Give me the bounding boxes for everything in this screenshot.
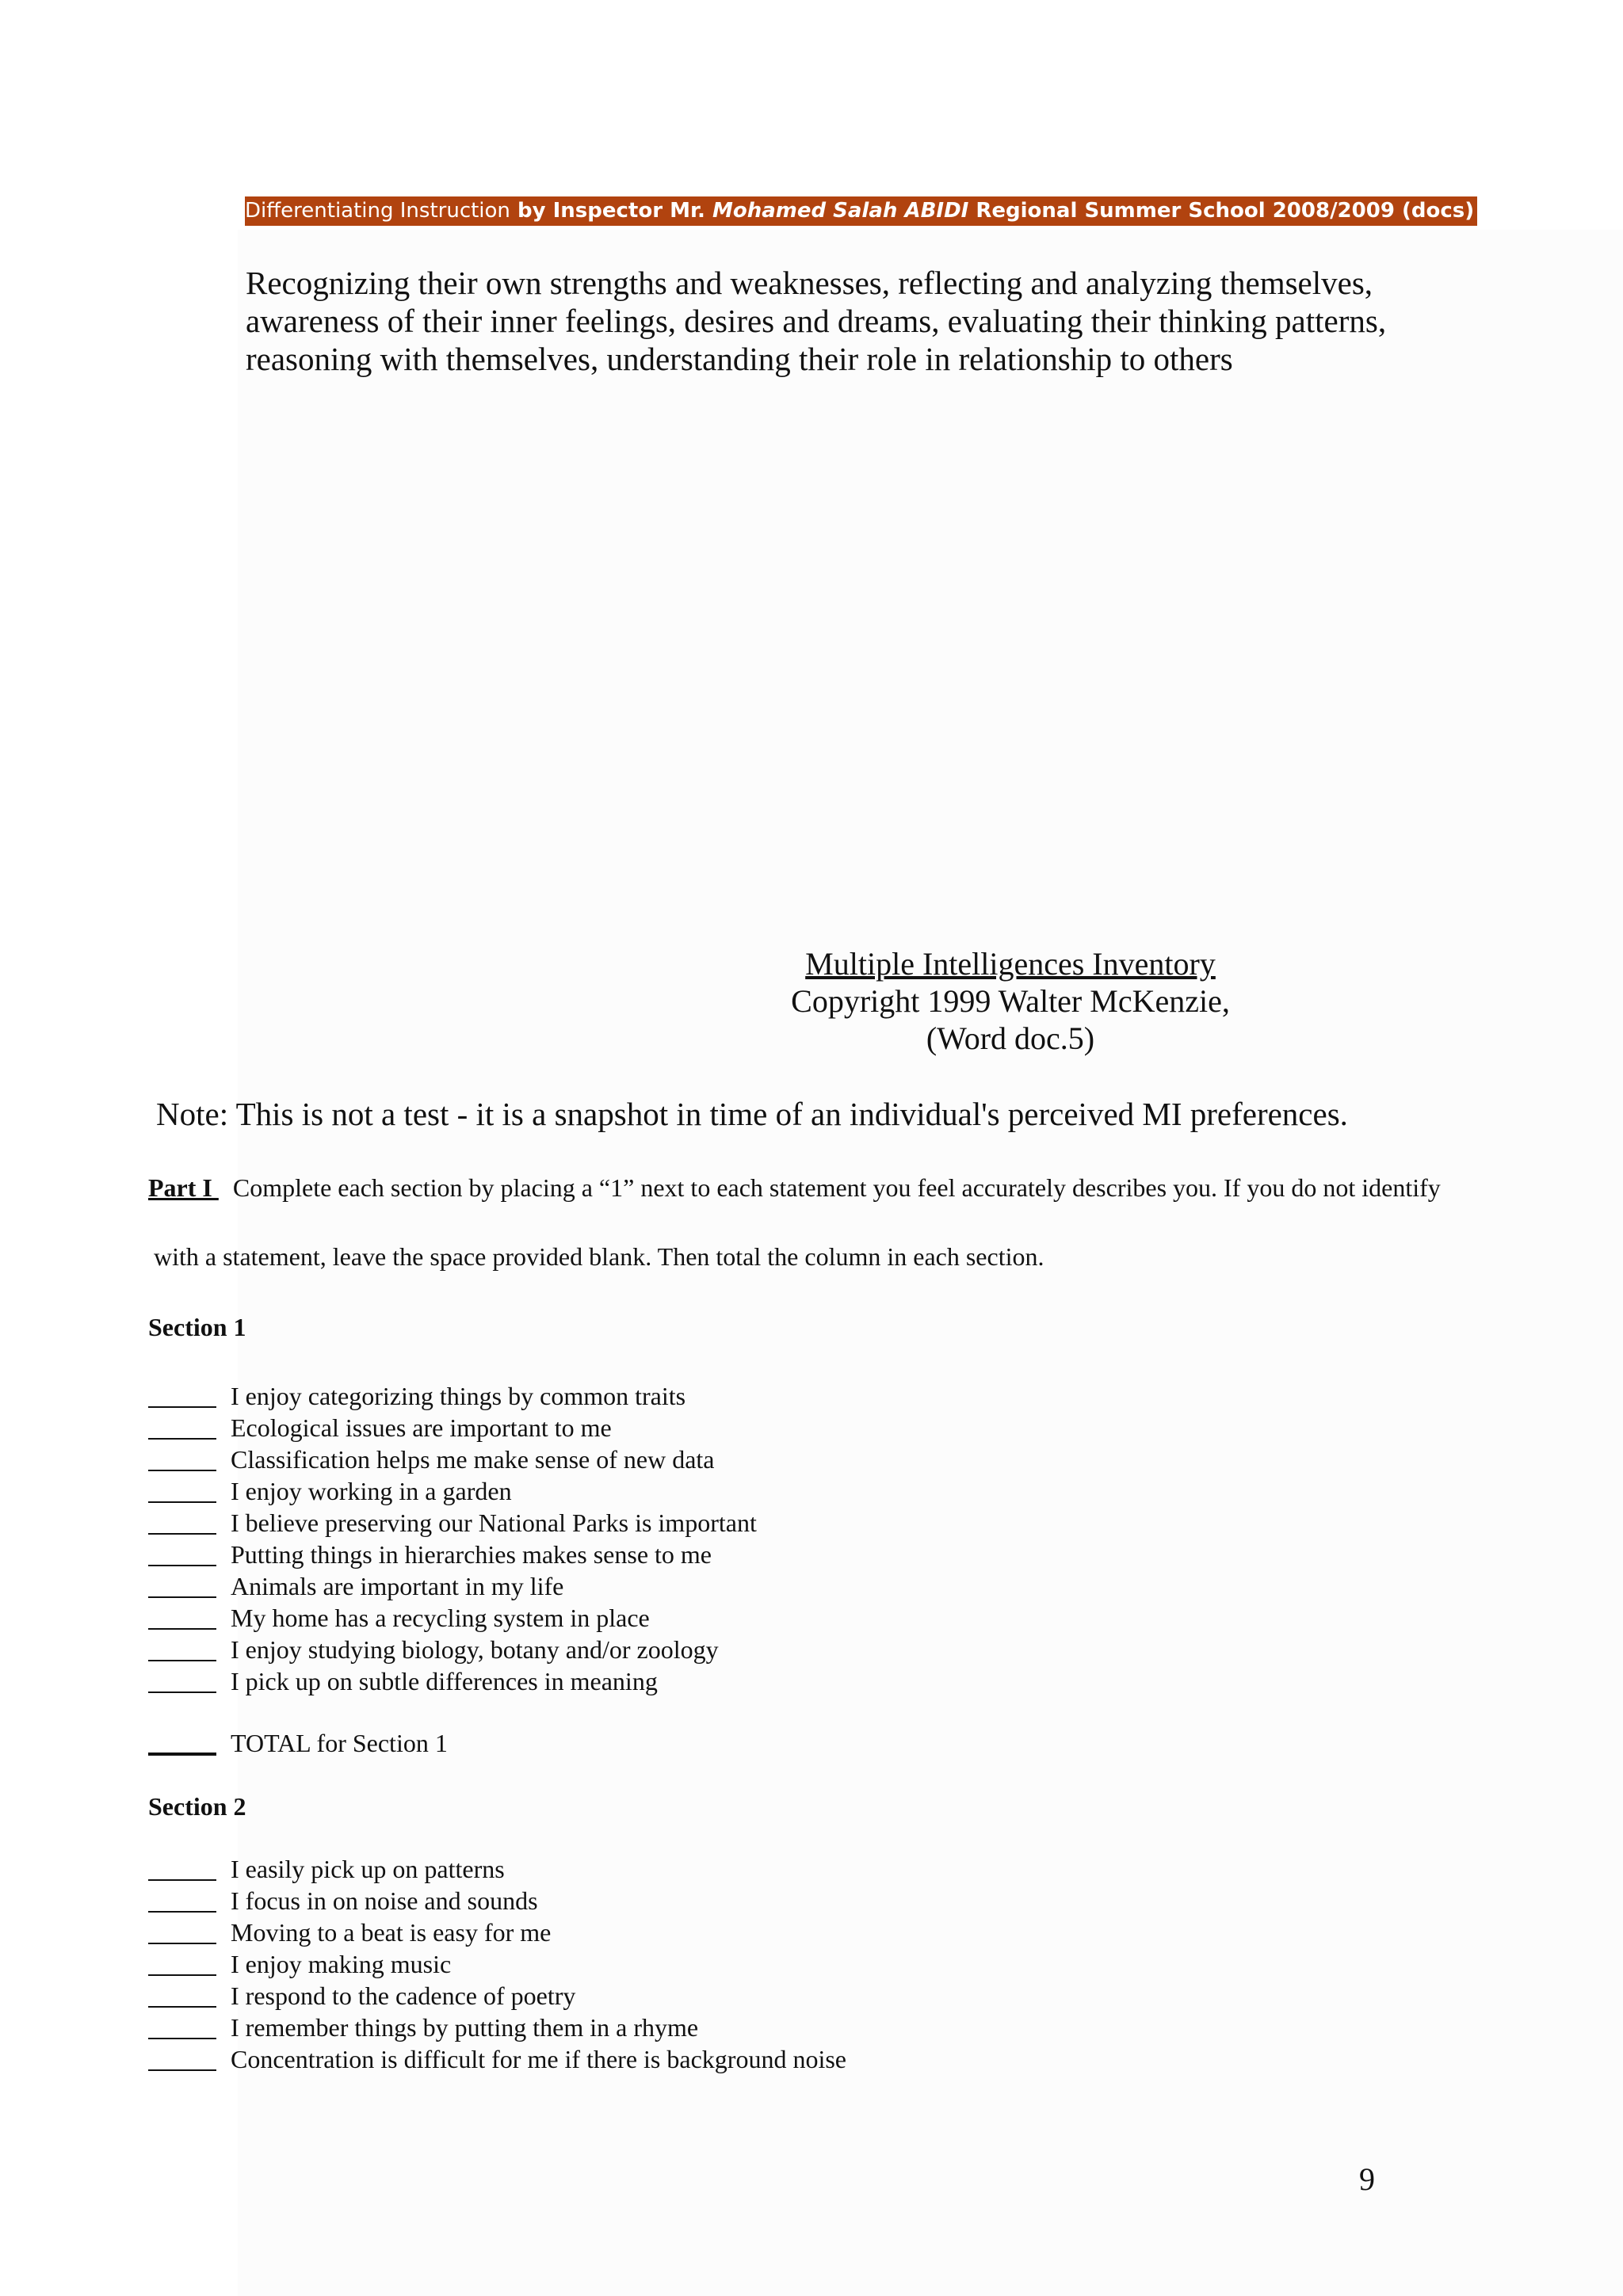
answer-blank[interactable] <box>148 1470 216 1471</box>
part1-label: Part I <box>148 1173 219 1202</box>
answer-blank[interactable] <box>148 1501 216 1503</box>
item-text: I easily pick up on patterns <box>231 1855 505 1883</box>
list-item <box>148 2043 846 2075</box>
header-rest: Regional Summer School 2008/2009 (docs) <box>968 199 1475 223</box>
answer-blank[interactable] <box>148 1691 216 1693</box>
answer-blank[interactable] <box>148 1660 216 1661</box>
list-item <box>148 1980 846 2012</box>
item-text: Moving to a beat is easy for me <box>231 1918 552 1947</box>
answer-blank[interactable] <box>148 1596 216 1598</box>
item-text: Classification helps me make sense of new data <box>231 1445 715 1474</box>
item-text: I enjoy working in a garden <box>231 1477 512 1505</box>
answer-blank[interactable] <box>148 1438 216 1440</box>
answer-blank[interactable] <box>148 1879 216 1881</box>
list-item <box>148 1917 846 1948</box>
intro-paragraph: Recognizing their own strengths and weaknesses, reflecting and analyzing themselves, awareness of their inner feelings, desires and dreams, evaluating their thinking patterns, reasoning with themselves, understanding their role in relationship to others <box>246 265 1387 377</box>
answer-blank[interactable] <box>148 1911 216 1913</box>
answer-blank[interactable] <box>148 1533 216 1535</box>
header-by: by Inspector Mr. <box>510 199 712 223</box>
part1-line2: with a statement, leave the space provided blank. Then total the column in each section. <box>154 1242 1044 1271</box>
item-text: I focus in on noise and sounds <box>231 1886 538 1915</box>
list-item <box>148 2012 846 2043</box>
list-item <box>148 1602 757 1634</box>
inventory-copyright: Copyright 1999 Walter McKenzie, <box>791 983 1230 1019</box>
section1-title: Section 1 <box>148 1313 246 1341</box>
total-label: TOTAL for Section 1 <box>231 1729 448 1757</box>
section2-list <box>148 1853 846 2075</box>
item-text: Concentration is difficult for me if there is background noise <box>231 2045 846 2073</box>
item-text: I enjoy categorizing things by common traits <box>231 1382 686 1410</box>
list-item <box>148 1539 757 1570</box>
answer-blank[interactable] <box>148 1565 216 1566</box>
list-item <box>148 1634 757 1665</box>
section2-title: Section 2 <box>148 1792 246 1821</box>
item-text: I believe preserving our National Parks is important <box>231 1508 757 1537</box>
item-text: Putting things in hierarchies makes sense to me <box>231 1540 712 1569</box>
item-text: I enjoy making music <box>231 1950 452 1978</box>
list-item <box>148 1380 757 1412</box>
item-text: I enjoy studying biology, botany and/or zoology <box>231 1635 719 1664</box>
inventory-title: Multiple Intelligences Inventory <box>805 946 1216 982</box>
document-header <box>245 196 1477 226</box>
inventory-doc: (Word doc.5) <box>926 1020 1095 1056</box>
item-text: Animals are important in my life <box>231 1572 564 1600</box>
part1-instructions <box>148 1172 1441 1203</box>
part1-line1: Complete each section by placing a “1” next to each statement you feel accurately describes you. If you do not identify <box>232 1173 1441 1202</box>
answer-blank[interactable] <box>148 1943 216 1944</box>
header-title: Differentiating Instruction <box>245 199 510 223</box>
answer-blank[interactable] <box>148 2069 216 2071</box>
answer-blank[interactable] <box>148 1628 216 1630</box>
answer-blank[interactable] <box>148 2038 216 2039</box>
note-text: Note: This is not a test - it is a snapshot in time of an individual's perceived MI preferences. <box>156 1096 1348 1132</box>
list-item <box>148 1475 757 1507</box>
header-author: Mohamed Salah ABIDI <box>712 199 969 223</box>
answer-blank[interactable] <box>148 1974 216 1976</box>
list-item <box>148 1570 757 1602</box>
list-item <box>148 1665 757 1697</box>
list-item <box>148 1853 846 1885</box>
list-item <box>148 1885 846 1917</box>
list-item <box>148 1948 846 1980</box>
inventory-heading <box>701 945 1319 1057</box>
list-item <box>148 1412 757 1444</box>
section1-list <box>148 1380 757 1697</box>
item-text: Ecological issues are important to me <box>231 1413 612 1442</box>
item-text: I pick up on subtle differences in meaning <box>231 1667 658 1695</box>
section1-total <box>148 1727 448 1759</box>
list-item <box>148 1507 757 1539</box>
answer-blank[interactable] <box>148 1406 216 1408</box>
total-blank[interactable] <box>148 1753 216 1756</box>
answer-blank[interactable] <box>148 2006 216 2008</box>
item-text: I remember things by putting them in a rhyme <box>231 2013 699 2042</box>
item-text: My home has a recycling system in place <box>231 1604 650 1632</box>
page-number: 9 <box>1359 2161 1375 2197</box>
list-item <box>148 1444 757 1475</box>
item-text: I respond to the cadence of poetry <box>231 1981 576 2010</box>
